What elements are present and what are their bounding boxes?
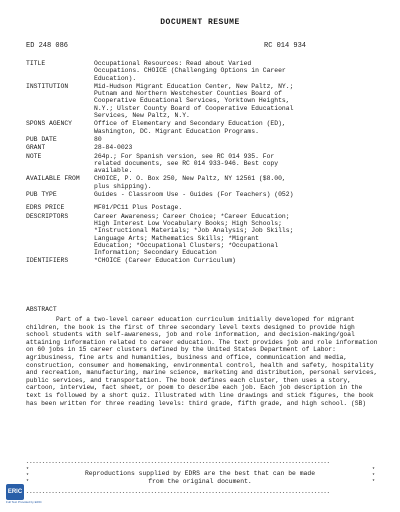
field-value: 80 [94,135,102,143]
field-value: Office of Elementary and Secondary Education (ED), Washington, DC. Migrant Education Programs. [94,120,286,135]
field-grant [26,144,382,151]
reproduction-notice [0,470,400,486]
field-value: 28-84-0023 [94,144,133,152]
bibliographic-fields [26,60,382,266]
field-label: EDRS PRICE [26,204,65,212]
field-pub-date [26,136,382,143]
field-label: PUB TYPE [26,191,57,199]
document-title: DOCUMENT RESUME [160,18,240,27]
field-spons-agency [26,120,382,135]
eric-logo [6,484,42,506]
field-value: Career Awareness; Career Choice; *Career Education; High Interest Low Vocabulary Books; High Schools; *Instructional Materials; *Job Analysis; Job Skills; Language Arts; Mathematics Skills; *Migrant Education; *Occupational Clusters; *Occupational Information; Secondary Education [94,212,294,257]
stars-divider-bottom: *********************************************************************************************** [26,492,331,497]
field-value: 264p.; For Spanish version, see RC 014 935. For related documents, see RC 014 933-946. Best copy available. [94,152,279,175]
eric-logo-tagline: Full Text Provided by ERIC [6,500,42,504]
abstract-text: Part of a two-level career education curriculum initially developed for migrant children, the book is the first of three secondary level texts designed to provide high school students with self-awareness, job and role information, and decision-making/goal attaining information related to career education. The text provides job and role information on 60 jobs in 15 career clusters defined by the United States Department of Labor: agribusiness, fine arts and humanities, business and office, communication and media, construction, consumer and homemaking, environmental control, health and safety, hospitality and recreation, manufacturing, marine science, marketing and distribution, personal services, public services, and transportation. The book defines each cluster, then uses a story, cartoon, interview, fact sheet, or poem to describe each job. Each job description in the text is followed by a short quiz. Illustrated with line drawings and stick figures, the book has been written for three reading levels: third grade, fifth grade, and high school. (SB) [26,316,378,407]
field-label: PUB DATE [26,135,57,143]
reproduction-line-1: Reproductions supplied by EDRS are the best that can be made [84,470,316,477]
field-value: MF01/PC11 Plus Postage. [94,204,183,212]
field-title [26,60,382,82]
reproduction-line-2: from the original document. [148,478,252,485]
stars-divider-top: *********************************************************************************************** [26,462,331,467]
rc-number: RC 014 934 [264,42,307,50]
field-value: Mid-Hudson Migrant Education Center, New Paltz, NY.; Putnam and Northern Westchester Counties Board of Cooperative Educational Services, Yorktown Heights, N.Y.; Ulster County Board of Cooperative Educational Services, New Paltz, N.Y. [94,82,294,120]
field-label: SPONS AGENCY [26,120,73,128]
field-available-from [26,175,382,190]
stars-side-right: * * * [372,467,376,485]
field-label: GRANT [26,144,46,152]
eric-logo-text: ERIC [7,489,23,495]
field-edrs-price [26,204,382,211]
stars-side-left: * * * [26,467,30,485]
field-value: CHOICE, P. O. Box 250, New Paltz, NY 12561 ($8.00, plus shipping). [94,175,286,190]
field-spacer [26,199,382,203]
abstract-label: ABSTRACT [26,306,57,313]
ed-number: ED 248 086 [26,42,69,50]
field-institution [26,83,382,119]
field-note [26,153,382,175]
eric-logo-badge [6,484,24,500]
field-value: Guides - Classroom Use - Guides (For Teachers) (052) [94,191,294,199]
field-label: TITLE [26,60,46,67]
field-label: AVAILABLE FROM [26,175,80,183]
field-pub-type [26,191,382,198]
field-value: Occupational Resources: Read about Varied Occupations. CHOICE (Challenging Options in Career Education). [94,60,286,82]
field-value: *CHOICE (Career Education Curriculum) [94,257,236,265]
field-label: IDENTIFIERS [26,257,69,265]
field-label: NOTE [26,152,42,160]
field-label: DESCRIPTORS [26,212,69,220]
field-descriptors [26,213,382,257]
field-identifiers [26,257,382,264]
field-label: INSTITUTION [26,82,69,90]
